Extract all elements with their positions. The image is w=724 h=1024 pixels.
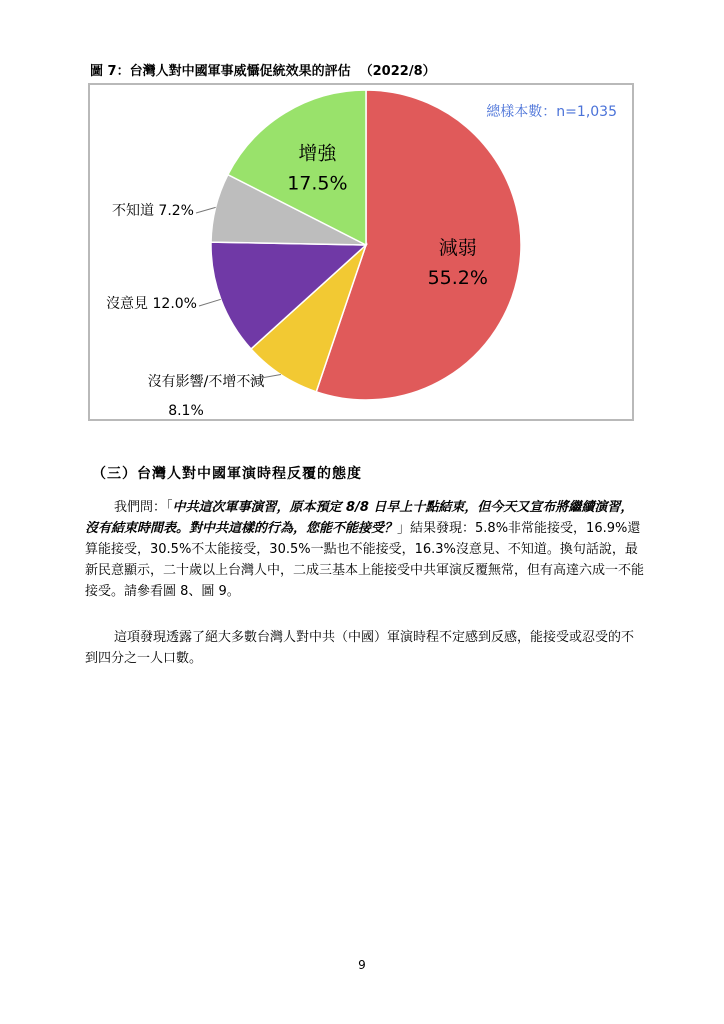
- slice-label-4: 增強: [298, 142, 337, 165]
- slice-value-0: 55.2%: [427, 267, 488, 290]
- leader-line-2: [199, 299, 221, 306]
- figure-caption: [90, 60, 436, 79]
- paragraph-2: [85, 627, 645, 669]
- paragraph-1-rest: 」結果發現：5.8%非常能接受，16.9%還算能接受，30.5%不太能接受，30.5%一點也不能接受，16.3%沒意見、不知道。換句話說，最新民意顯示，二十歲以上台灣人中，二成三基本上能接受中共軍演反覆無常，但有高達六成一不能接受。請參看圖 8、圖 9。: [85, 521, 645, 599]
- pie-chart-canvas: [90, 85, 632, 419]
- leader-line-3: [196, 207, 216, 213]
- sample-size-label: 總樣本數：n=1,035: [486, 104, 617, 120]
- survey-question-quote: 中共這次軍事演習，原本預定 8/8 日早上十點結束，但今天又宣布將繼續演習，沒有結束時間表。對中共這樣的行為，您能不能接受？: [85, 500, 634, 536]
- paragraph-1-lead: 我們問：「: [114, 500, 173, 515]
- slice-value-1: 8.1%: [168, 403, 204, 419]
- paragraph-1: [85, 497, 645, 602]
- paragraph-2-text: 這項發現透露了絕大多數台灣人對中共（中國）軍演時程不定感到反感，能接受或忍受的不到四分之一人口數。: [85, 630, 635, 666]
- figure-caption-text: 圖 7：台灣人對中國軍事威懾促統效果的評估: [90, 64, 351, 79]
- pie-chart: [88, 83, 634, 421]
- slice-label-2: 沒意見 12.0%: [106, 296, 197, 312]
- slice-label-1: 沒有影響/不增不減: [147, 374, 265, 390]
- slice-label-3: 不知道 7.2%: [111, 203, 194, 219]
- slice-label-0: 減弱: [438, 237, 477, 260]
- section-heading: （三）台灣人對中國軍演時程反覆的態度: [92, 466, 362, 482]
- page-number: 9: [358, 958, 366, 972]
- figure-caption-date: （2022/8）: [359, 64, 436, 79]
- slice-value-4: 17.5%: [287, 172, 348, 195]
